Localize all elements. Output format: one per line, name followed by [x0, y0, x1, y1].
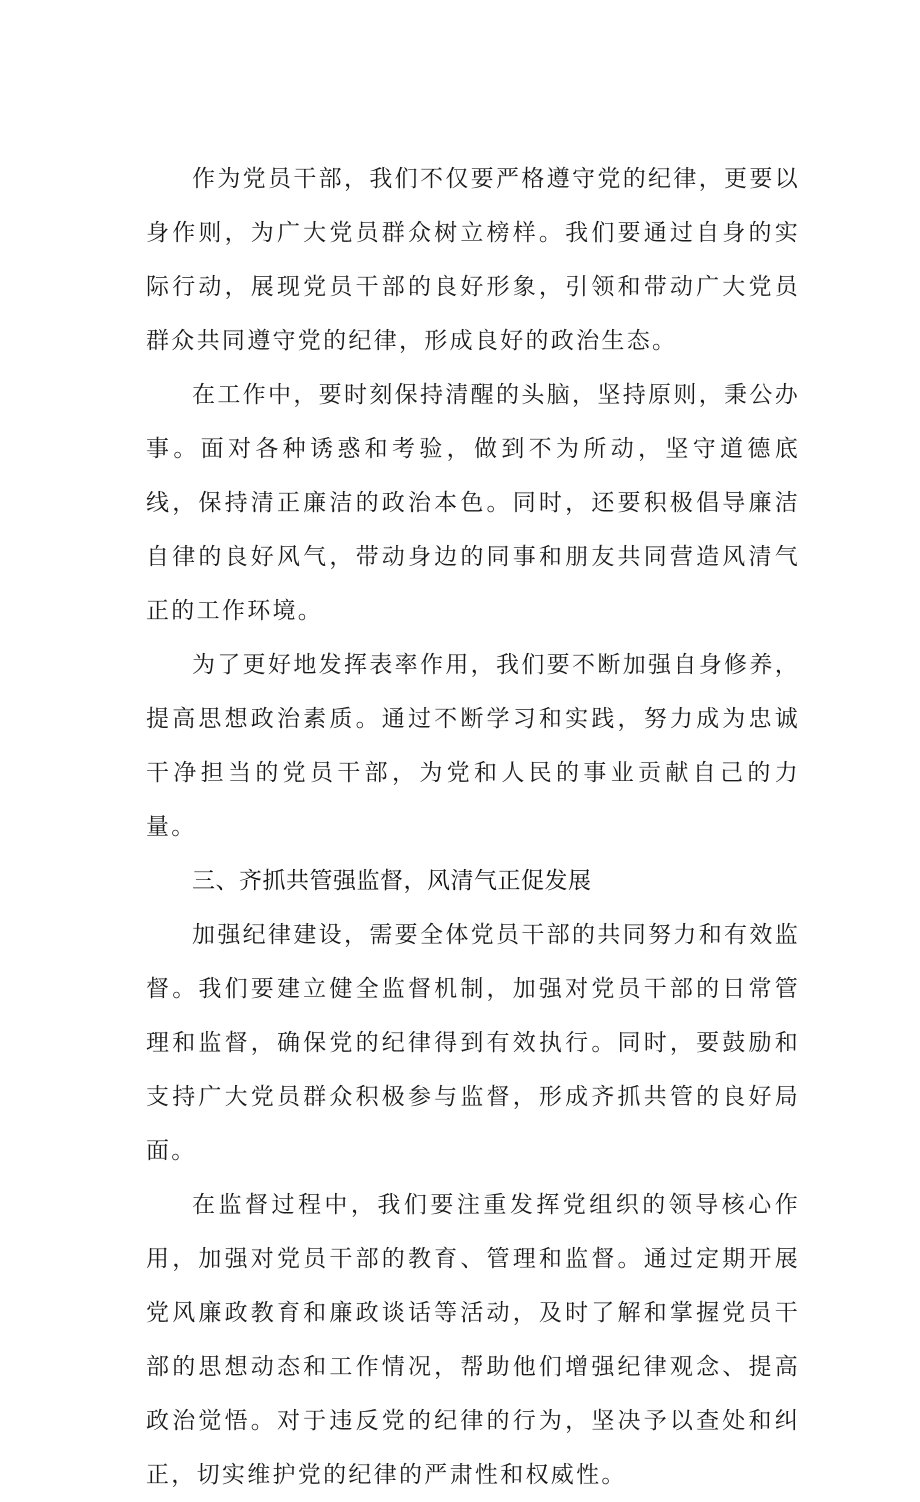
paragraph-work-conduct: 在工作中，要时刻保持清醒的头脑，坚持原则，秉公办事。面对各种诱惑和考验，做到不为所动，坚守道德底线，保持清正廉洁的政治本色。同时，还要积极倡导廉洁自律的良好风气，带动身边的同事和朋友共同营造风清气正的工作环境。 — [146, 382, 800, 624]
paragraph-supervision-process: 在监督过程中，我们要注重发挥党组织的领导核心作用，加强对党员干部的教育、管理和监督。通过定期开展党风廉政教育和廉政谈话等活动，及时了解和掌握党员干部的思想动态和工作情况，帮助他们增强纪律观念、提高政治觉悟。对于违反党的纪律的行为，坚决予以查处和纠正，切实维护党的纪律的严肃性和权威性。 — [146, 1192, 800, 1488]
paragraph-self-cultivation: 为了更好地发挥表率作用，我们要不断加强自身修养，提高思想政治素质。通过不断学习和实践，努力成为忠诚干净担当的党员干部，为党和人民的事业贡献自己的力量。 — [146, 652, 800, 840]
paragraph-exemplary-role: 作为党员干部，我们不仅要严格遵守党的纪律，更要以身作则，为广大党员群众树立榜样。我们要通过自身的实际行动，展现党员干部的良好形象，引领和带动广大党员群众共同遵守党的纪律，形成良好的政治生态。 — [146, 166, 800, 354]
section-heading: 三、齐抓共管强监督，风清气正促发展 — [192, 868, 592, 894]
paragraph-supervision-mechanism: 加强纪律建设，需要全体党员干部的共同努力和有效监督。我们要建立健全监督机制，加强对党员干部的日常管理和监督，确保党的纪律得到有效执行。同时，要鼓励和支持广大党员群众积极参与监督，形成齐抓共管的良好局面。 — [146, 922, 800, 1164]
document-body — [146, 152, 800, 1502]
